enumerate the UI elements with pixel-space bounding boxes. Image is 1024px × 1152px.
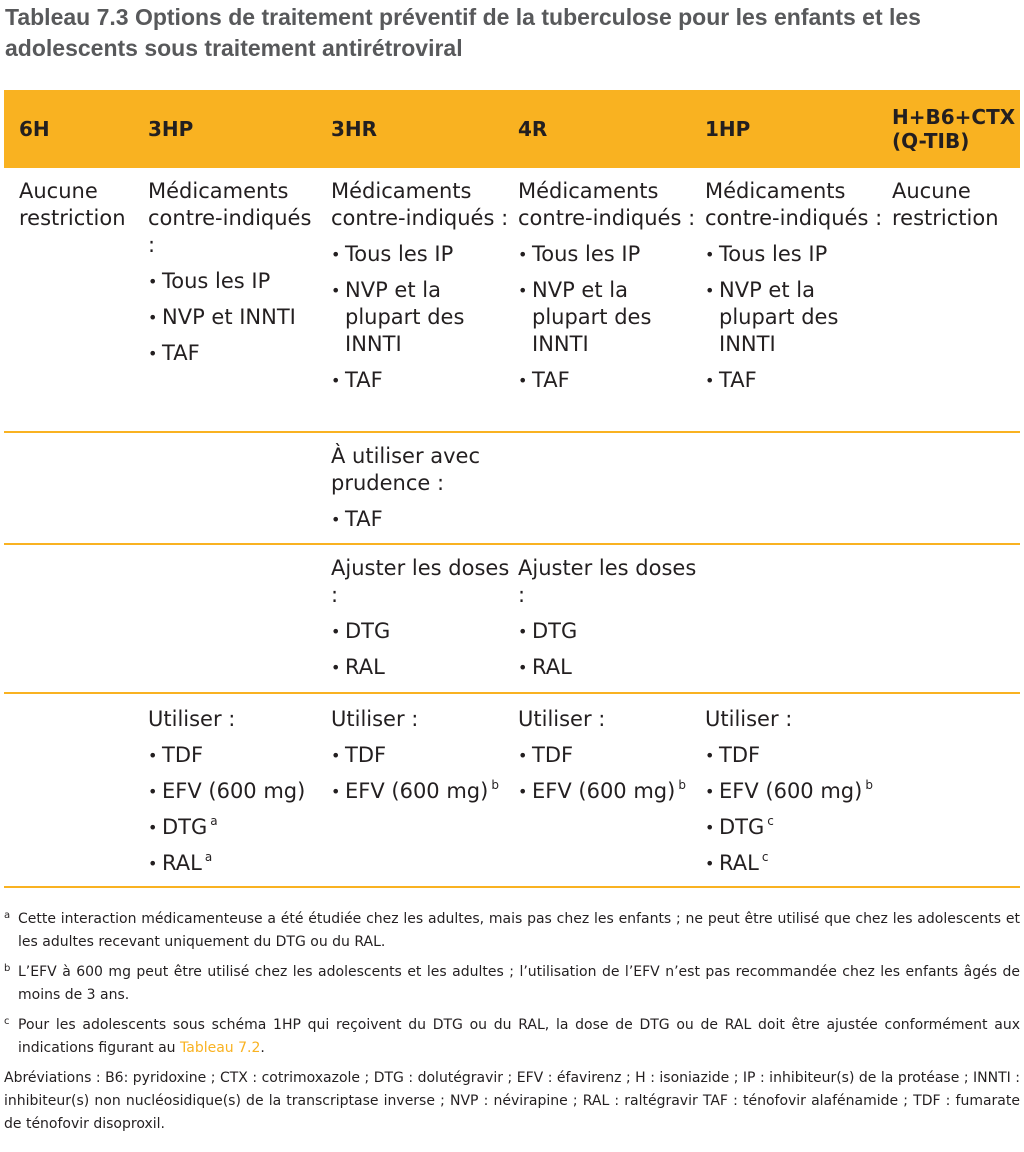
bullet-text: TAF: [345, 507, 383, 531]
bullet-list: [518, 742, 698, 805]
cell-1hp-contraindicated: [705, 178, 885, 403]
bullet-text: TDF: [719, 743, 761, 767]
bullet-item: [331, 277, 511, 358]
bullet-text: Tous les IP: [532, 242, 641, 266]
cell-heading: Médicaments contre-indiqués :: [331, 179, 509, 230]
bullet-text: Tous les IP: [162, 269, 271, 293]
bullet-item: [518, 241, 698, 268]
bullet-list: [148, 742, 323, 877]
footnote-ref: a: [204, 850, 213, 864]
bullet-text: RAL: [532, 655, 572, 679]
cell-heading: Ajuster les doses :: [518, 556, 697, 607]
cell-heading: Médicaments contre-indiqués :: [148, 179, 312, 257]
bullet-text: TAF: [162, 341, 200, 365]
table-notes: [4, 908, 1020, 1136]
cell-4r-contraindicated: [518, 178, 698, 403]
bullet-text: DTG: [162, 815, 208, 839]
bullet-list: [331, 506, 511, 533]
bullet-text: Tous les IP: [719, 242, 828, 266]
header-1hp: 1HP: [705, 117, 751, 141]
bullet-text: NVP et la plupart des INNTI: [532, 278, 652, 356]
bullet-item: [148, 778, 323, 805]
bullet-list: [148, 268, 323, 367]
cell-heading: Utiliser :: [705, 707, 793, 731]
bullet-text: Tous les IP: [345, 242, 454, 266]
footnote-ref: c: [767, 814, 774, 828]
bullet-text: EFV (600 mg): [532, 779, 676, 803]
bullet-text: TAF: [532, 368, 570, 392]
bullet-list: [331, 742, 511, 805]
cell-3hr-adjust: [331, 555, 511, 690]
cell-heading: Utiliser :: [518, 707, 606, 731]
footnote-ref: b: [865, 778, 873, 792]
bullet-item: [148, 742, 323, 769]
bullet-list: [705, 742, 885, 877]
cell-4r-adjust: [518, 555, 698, 690]
footnote-text: L’EFV à 600 mg peut être utilisé chez les adolescents et les adultes ; l’utilisation de l’EFV n’est pas recommandée chez les enfants âgés de moins de 3 ans.: [18, 964, 1020, 1003]
bullet-item: [705, 277, 885, 358]
cell-3hp-use: [148, 706, 323, 886]
cell-heading: Médicaments contre-indiqués :: [518, 179, 696, 230]
bullet-item: [518, 618, 698, 645]
bullet-list: [331, 618, 511, 681]
cell-q-tib-restriction: Aucune restriction: [892, 179, 999, 230]
table-7-2-link[interactable]: Tableau 7.2: [180, 1040, 261, 1056]
footnote-ref: c: [761, 850, 769, 864]
cell-6h-restriction: Aucune restriction: [19, 179, 126, 230]
header-q-tib: H+B6+CTX (Q-TIB): [892, 105, 1016, 153]
bullet-text: RAL: [719, 851, 759, 875]
bullet-list: [518, 241, 698, 394]
footnote-ref: a: [210, 814, 218, 828]
header-6h: 6H: [19, 117, 50, 141]
bullet-item: [518, 654, 698, 681]
bullet-text: RAL: [162, 851, 202, 875]
bullet-text: DTG: [345, 619, 391, 643]
footnote-text: Pour les adolescents sous schéma 1HP qui reçoivent du DTG ou du RAL, la dose de DTG ou de RAL doit être ajustée conformément aux indications figurant au: [18, 1017, 1020, 1056]
bullet-item: [705, 850, 885, 877]
bullet-item: [148, 340, 323, 367]
table-header: [4, 90, 1020, 168]
bullet-text: EFV (600 mg): [719, 779, 863, 803]
table-row-adjust-doses: [4, 545, 1020, 694]
bullet-text: NVP et INNTI: [162, 305, 296, 329]
bullet-item: [148, 850, 323, 877]
header-4r: 4R: [518, 117, 548, 141]
table-title: Tableau 7.3 Options de traitement préventif de la tuberculose pour les enfants et les adolescents sous traitement antirétroviral: [5, 4, 921, 61]
header-3hr: 3HR: [331, 117, 378, 141]
bullet-text: TDF: [532, 743, 574, 767]
bullet-text: TAF: [345, 368, 383, 392]
footnote-a: [4, 908, 1020, 954]
bullet-text: NVP et la plupart des INNTI: [719, 278, 839, 356]
bullet-item: [331, 778, 511, 805]
footnote-mark: c: [4, 1016, 10, 1027]
bullet-text: TDF: [162, 743, 204, 767]
abbreviations: Abréviations : B6: pyridoxine ; CTX : cotrimoxazole ; DTG : dolutégravir ; EFV : éfavirenz ; H : isoniazide ; IP : inhibiteur(s) de la protéase ; INNTI : inhibiteur(s) non nucléosidique(s) de la transcriptase inverse ; NVP : névirapine ; RAL : raltégravir TAF : ténofovir alafénamide ; TDF : fumarate de ténofovir disoproxil.: [4, 1070, 1020, 1132]
cell-heading: Utiliser :: [148, 707, 236, 731]
footnote-ref: b: [491, 778, 499, 792]
bullet-text: NVP et la plupart des INNTI: [345, 278, 465, 356]
cell-heading: Ajuster les doses :: [331, 556, 510, 607]
cell-3hr-contraindicated: [331, 178, 511, 403]
bullet-item: [148, 814, 323, 841]
bullet-text: TAF: [719, 368, 757, 392]
footnote-mark: a: [4, 910, 11, 921]
bullet-text: TDF: [345, 743, 387, 767]
cell-3hr-caution: [331, 443, 511, 542]
bullet-item: [518, 277, 698, 358]
bullet-text: EFV (600 mg): [162, 779, 306, 803]
bullet-item: [148, 304, 323, 331]
cell-heading: Médicaments contre-indiqués :: [705, 179, 883, 230]
table-row-use: [4, 694, 1020, 888]
treatment-options-table: [4, 90, 1020, 888]
footnote-c: [4, 1014, 1020, 1060]
bullet-text: DTG: [719, 815, 765, 839]
bullet-item: [331, 742, 511, 769]
cell-3hr-use: [331, 706, 511, 814]
bullet-item: [518, 778, 698, 805]
table-row-caution: [4, 433, 1020, 545]
bullet-item: [705, 367, 885, 394]
header-3hp: 3HP: [148, 117, 194, 141]
bullet-item: [705, 814, 885, 841]
bullet-list: [518, 618, 698, 681]
bullet-item: [331, 241, 511, 268]
bullet-item: [331, 367, 511, 394]
bullet-item: [331, 618, 511, 645]
bullet-item: [331, 506, 511, 533]
bullet-item: [331, 654, 511, 681]
bullet-text: RAL: [345, 655, 385, 679]
footnote-mark: b: [4, 963, 11, 974]
table-row-contraindicated: [4, 168, 1020, 433]
bullet-text: EFV (600 mg): [345, 779, 489, 803]
cell-heading: À utiliser avec prudence :: [331, 444, 481, 495]
bullet-text: DTG: [532, 619, 578, 643]
cell-3hp-contraindicated: [148, 178, 323, 376]
bullet-item: [518, 742, 698, 769]
cell-1hp-use: [705, 706, 885, 886]
footnote-b: [4, 961, 1020, 1007]
bullet-list: [331, 241, 511, 394]
bullet-list: [705, 241, 885, 394]
footnote-end: .: [260, 1040, 265, 1056]
bullet-item: [705, 742, 885, 769]
cell-heading: Utiliser :: [331, 707, 419, 731]
bullet-item: [148, 268, 323, 295]
footnote-ref: b: [678, 778, 686, 792]
bullet-item: [705, 241, 885, 268]
footnote-text: Cette interaction médicamenteuse a été étudiée chez les adultes, mais pas chez les enfants ; ne peut être utilisé que chez les adolescents et les adultes recevant uniquement du DTG ou du RAL.: [18, 911, 1020, 950]
bullet-item: [518, 367, 698, 394]
cell-4r-use: [518, 706, 698, 814]
bullet-item: [705, 778, 885, 805]
